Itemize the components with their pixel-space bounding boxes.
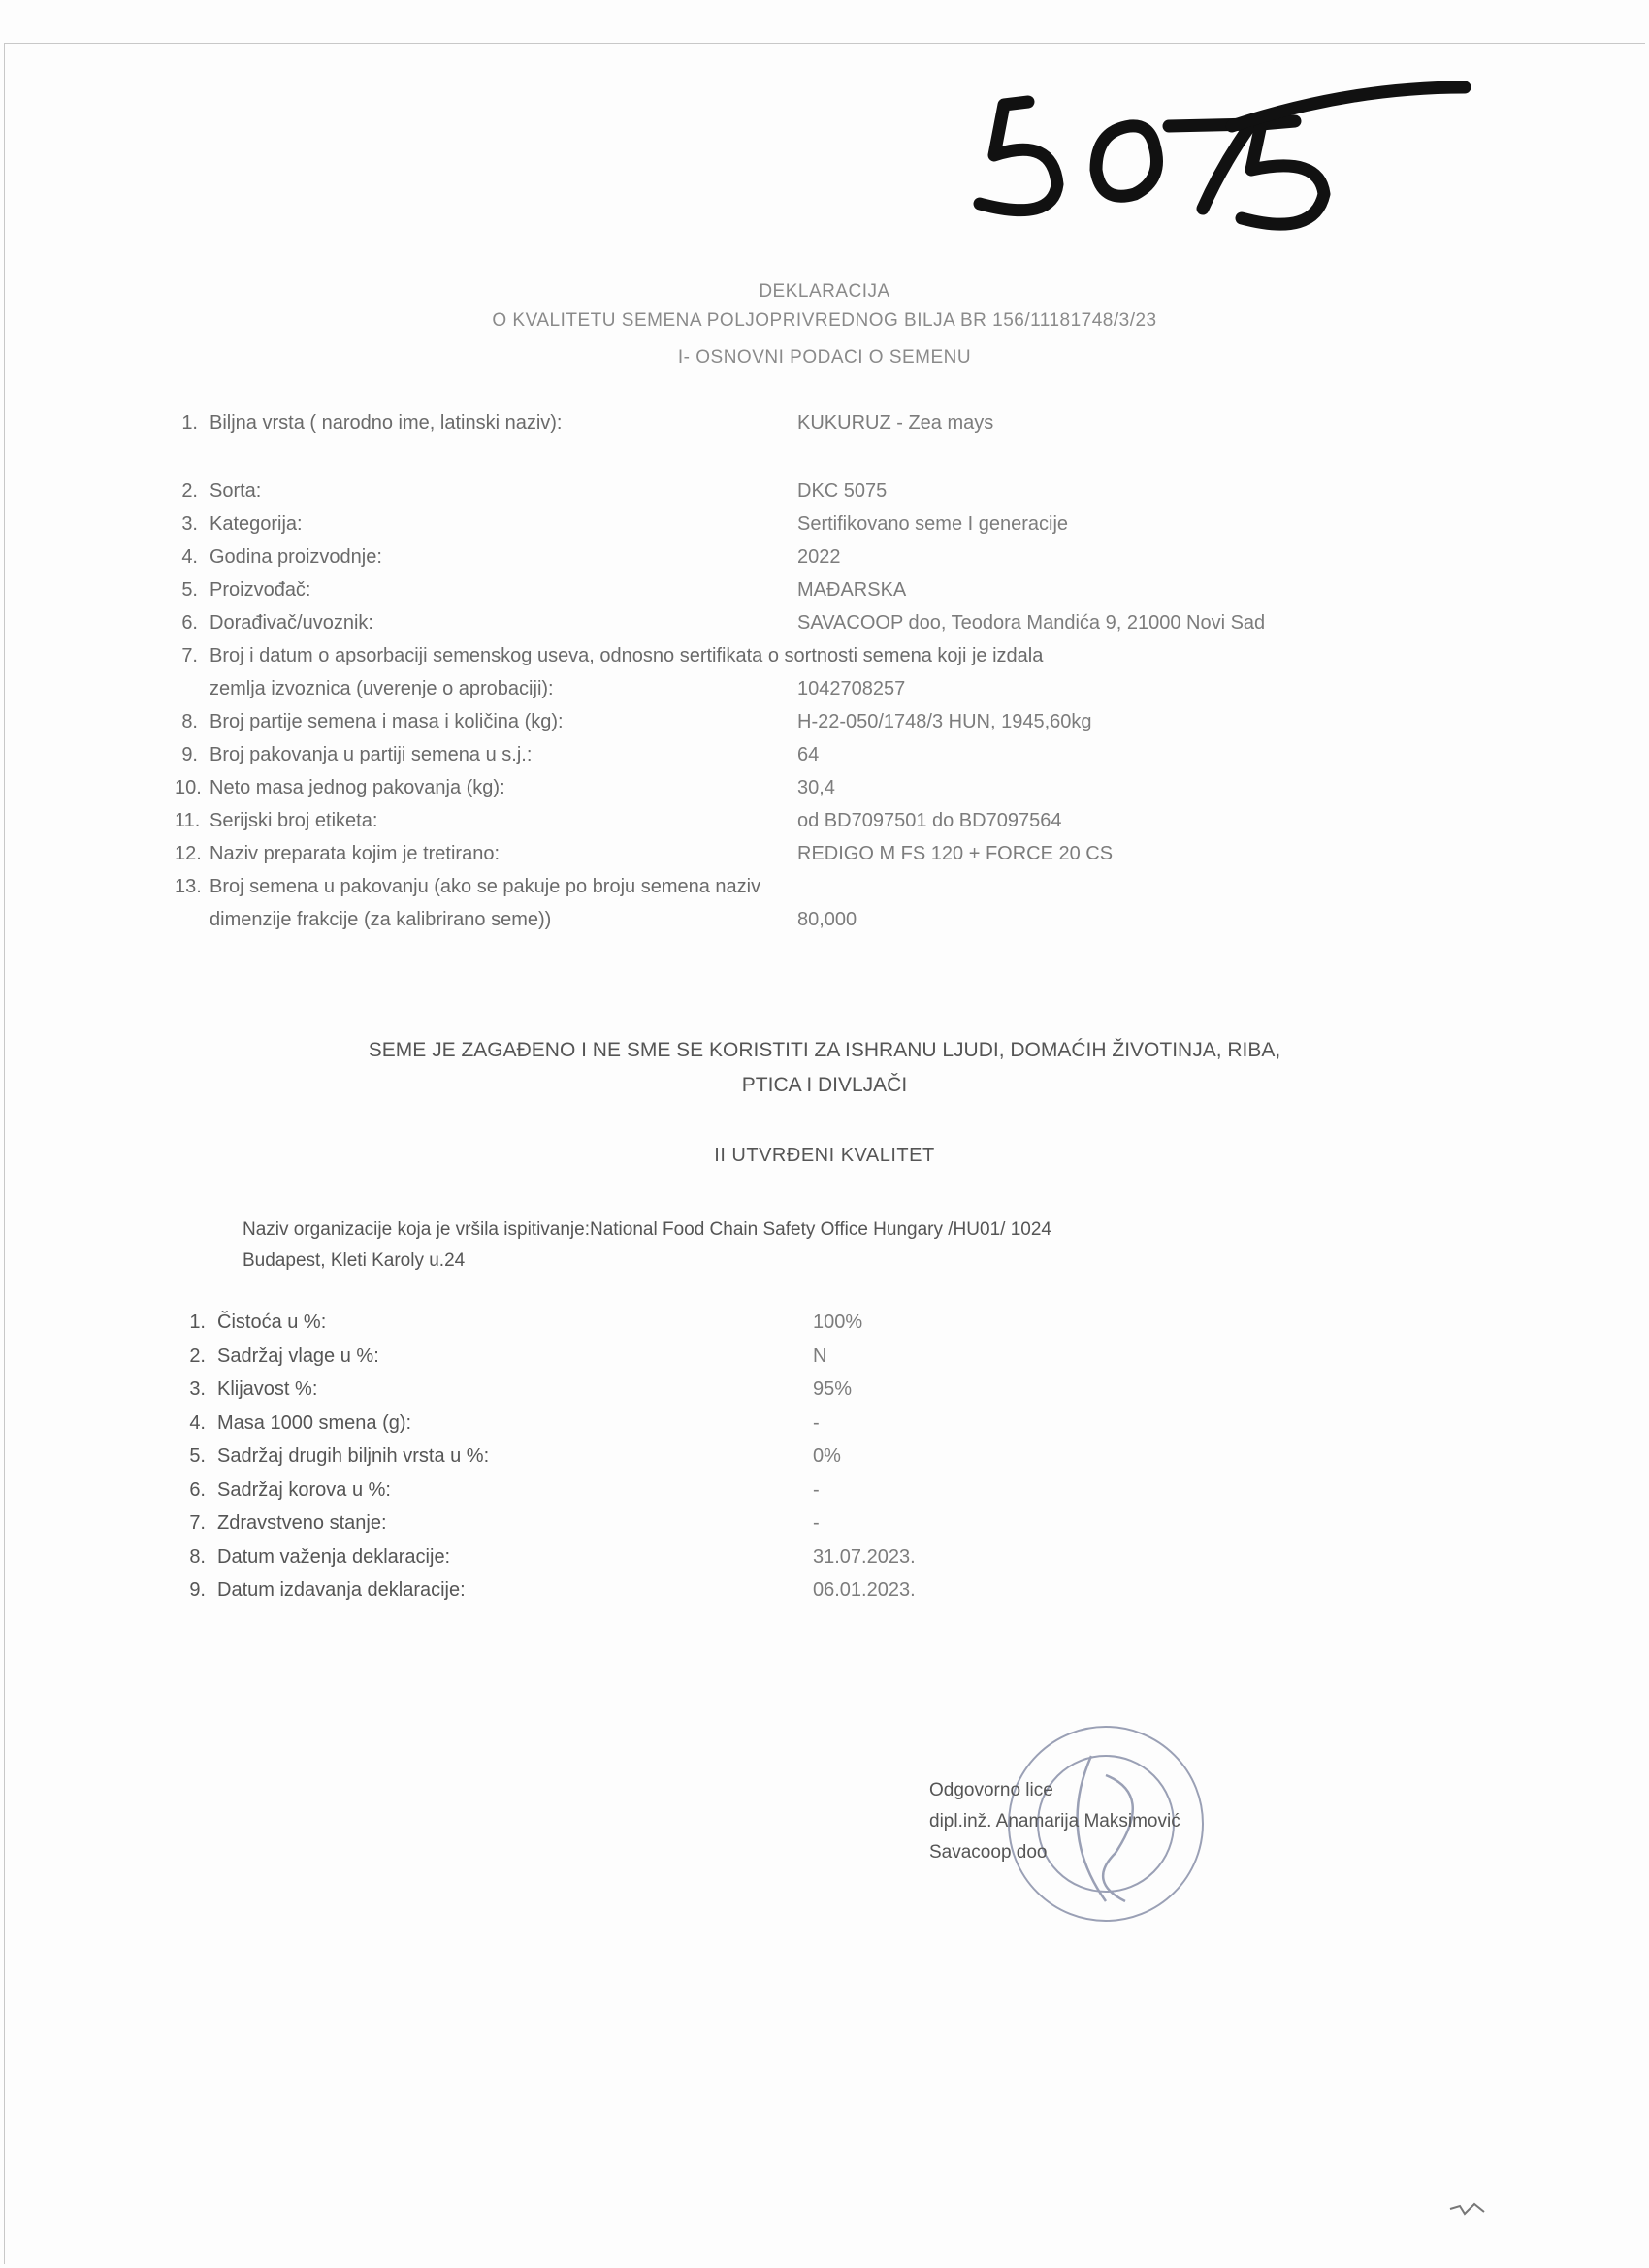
item-label: Proizvođač:	[210, 579, 311, 600]
item-label: Kategorija:	[210, 513, 303, 535]
item-label: Sadržaj korova u %:	[217, 1478, 391, 1501]
item-label: Datum izdavanja deklaracije:	[217, 1579, 466, 1601]
item-value: 95%	[813, 1378, 853, 1400]
list-item	[182, 1546, 1055, 1580]
item-value: -	[813, 1512, 820, 1534]
warning-line-2: PTICA I DIVLJAČI	[741, 1074, 908, 1096]
item-label: Serijski broj etiketa:	[210, 810, 378, 831]
item-label: Biljna vrsta ( narodno ime, latinski naziv):	[210, 412, 563, 434]
item-number: 3.	[181, 513, 198, 535]
item-value: REDIGO M FS 120 + FORCE 20 CS	[797, 843, 1114, 864]
item-label: Broj i datum o apsorbaciji semenskog useva, odnosno sertifikata o sortnosti semena koji je izdala	[210, 645, 1044, 666]
item-number: 6.	[189, 1478, 206, 1501]
item-number: 5.	[181, 579, 198, 600]
list-item	[182, 1378, 1055, 1412]
section1-title: I- OSNOVNI PODACI O SEMENU	[677, 347, 972, 368]
item-label: Naziv preparata kojim je tretirano:	[210, 843, 501, 864]
item-value: DKC 5075	[797, 480, 888, 502]
signature-block	[929, 1775, 1180, 1868]
item-label: Masa 1000 smena (g):	[217, 1411, 412, 1434]
item-number: 2.	[189, 1345, 206, 1367]
item-number: 11.	[175, 810, 201, 831]
item-number: 1.	[181, 412, 198, 434]
item-value: H-22-050/1748/3 HUN, 1945,60kg	[797, 711, 1092, 732]
item-label: Klijavost %:	[217, 1378, 318, 1400]
item-label: Broj pakovanja u partiji semena u s.j.:	[210, 744, 533, 765]
item-number: 2.	[181, 480, 198, 502]
organization-line-1: Naziv organizacije koja je vršila ispitivanje:National Food Chain Safety Office Hungary /HU01/ 1024	[242, 1219, 1051, 1240]
item-value: -	[813, 1478, 820, 1501]
corner-scribble	[1445, 2194, 1494, 2223]
list-item	[182, 1445, 1055, 1479]
item-value: MAĐARSKA	[797, 579, 907, 600]
signature-company: Savacoop doo	[929, 1842, 1048, 1863]
item-number: 8.	[181, 711, 198, 732]
item-label: Datum važenja deklaracije:	[217, 1545, 451, 1568]
section2-title: II UTVRĐENI KVALITET	[714, 1145, 935, 1166]
list-item	[175, 777, 1377, 810]
item-label: Broj partije semena i masa i količina (kg):	[210, 711, 564, 732]
item-value: 30,4	[797, 777, 835, 798]
item-number: 4.	[181, 546, 198, 567]
item-number: 6.	[181, 612, 198, 633]
item-value: 100%	[813, 1312, 863, 1333]
item-number: 4.	[189, 1411, 206, 1434]
document-subtitle: O KVALITETU SEMENA POLJOPRIVREDNOG BILJA BR 156/11181748/3/23	[492, 310, 1157, 331]
testing-organization	[242, 1215, 1212, 1277]
warning-line-1: SEME JE ZAGAĐENO I NE SME SE KORISTITI ZA ISHRANU LJUDI, DOMAĆIH ŽIVOTINJA, RIBA,	[368, 1039, 1281, 1061]
list-item	[175, 744, 1377, 777]
basic-data-list	[175, 412, 1377, 942]
item-label: zemlja izvoznica (uverenje o aprobaciji):	[210, 678, 554, 699]
list-item	[175, 412, 1377, 480]
item-value: 80,000	[797, 909, 857, 930]
item-label: Dorađivač/uvoznik:	[210, 612, 373, 633]
item-label: Sorta:	[210, 480, 262, 502]
item-number: 13.	[175, 876, 202, 897]
item-label: Čistoća u %:	[217, 1312, 327, 1333]
item-number: 9.	[181, 744, 198, 765]
item-label: Broj semena u pakovanju (ako se pakuje po broju semena naziv	[210, 876, 761, 897]
list-item	[182, 1579, 1055, 1613]
list-item	[175, 480, 1377, 513]
item-value: Sertifikovano seme I generacije	[797, 513, 1069, 535]
item-value: od BD7097501 do BD7097564	[797, 810, 1062, 831]
item-label: Sadržaj vlage u %:	[217, 1345, 379, 1367]
list-item	[175, 909, 1377, 942]
item-value: N	[813, 1345, 827, 1367]
item-value: 0%	[813, 1445, 841, 1467]
signature-name: dipl.inž. Anamarija Maksimović	[929, 1811, 1180, 1831]
item-label: Sadržaj drugih biljnih vrsta u %:	[217, 1445, 490, 1467]
list-item	[175, 678, 1377, 711]
item-value: 1042708257	[797, 678, 906, 699]
signature-role: Odgovorno lice	[929, 1780, 1053, 1800]
list-item	[175, 843, 1377, 876]
list-item	[182, 1512, 1055, 1546]
item-label: dimenzije frakcije (za kalibrirano seme))	[210, 909, 552, 930]
item-number: 5.	[189, 1445, 206, 1467]
handwritten-number	[960, 49, 1484, 243]
list-item	[175, 612, 1377, 645]
item-number: 7.	[189, 1512, 206, 1534]
item-label: Zdravstveno stanje:	[217, 1512, 387, 1534]
list-item	[175, 579, 1377, 612]
list-item	[182, 1312, 1055, 1345]
list-item	[175, 711, 1377, 744]
item-number: 3.	[189, 1378, 206, 1400]
item-value: 06.01.2023.	[813, 1579, 916, 1601]
quality-list	[182, 1312, 1055, 1613]
item-value: -	[813, 1411, 820, 1434]
list-item	[175, 876, 1377, 909]
item-number: 10.	[175, 777, 202, 798]
document-title: DEKLARACIJA	[759, 281, 890, 302]
item-value: 2022	[797, 546, 841, 567]
list-item	[175, 546, 1377, 579]
list-item	[175, 513, 1377, 546]
item-number: 9.	[189, 1579, 206, 1601]
item-number: 8.	[189, 1545, 206, 1568]
list-item	[182, 1345, 1055, 1379]
item-label: Godina proizvodnje:	[210, 546, 382, 567]
list-item	[182, 1479, 1055, 1513]
item-value: 64	[797, 744, 820, 765]
item-value: 31.07.2023.	[813, 1545, 916, 1568]
item-number: 7.	[181, 645, 198, 666]
item-value: SAVACOOP doo, Teodora Mandića 9, 21000 Novi Sad	[797, 612, 1266, 633]
list-item	[175, 810, 1377, 843]
item-label: Neto masa jednog pakovanja (kg):	[210, 777, 505, 798]
list-item	[175, 645, 1377, 678]
item-value: KUKURUZ - Zea mays	[797, 412, 994, 434]
organization-line-2: Budapest, Kleti Karoly u.24	[242, 1250, 466, 1271]
list-item	[182, 1412, 1055, 1446]
item-number: 1.	[189, 1312, 206, 1333]
item-number: 12.	[175, 843, 202, 864]
